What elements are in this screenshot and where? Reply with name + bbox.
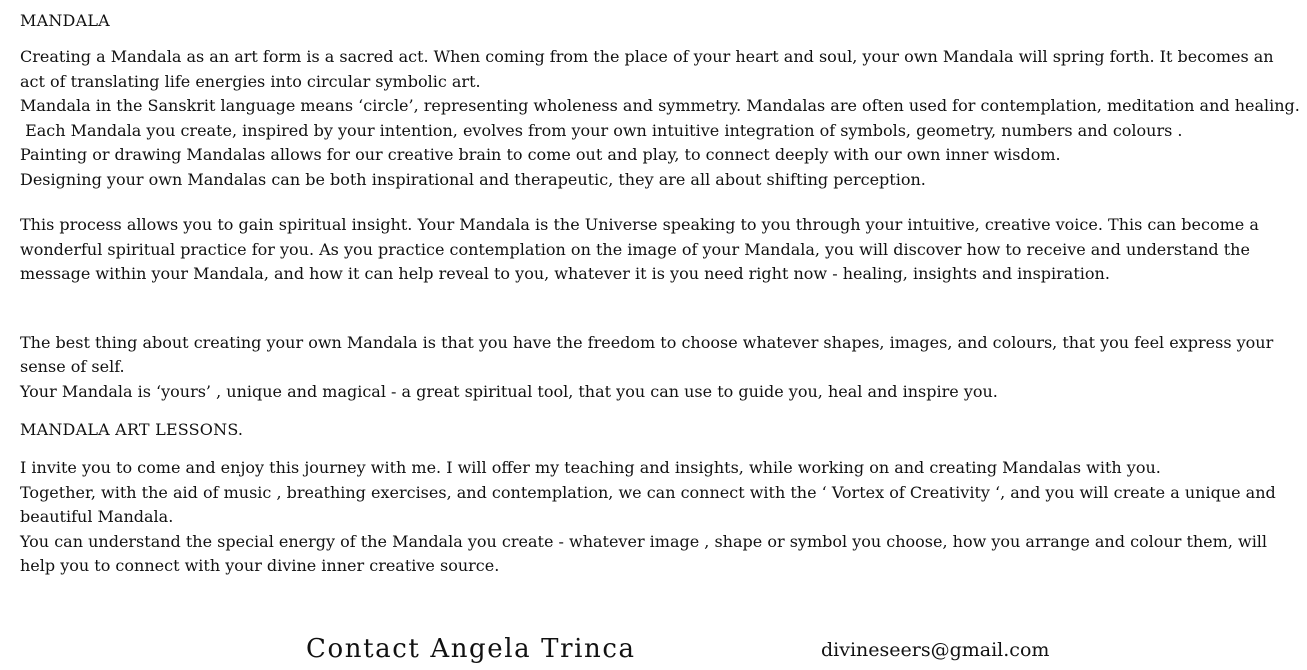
contact-email-link[interactable]: divineseers@gmail.com <box>821 639 1050 661</box>
lessons-title: MANDALA ART LESSONS. <box>20 420 244 439</box>
intro-paragraph <box>20 45 1300 192</box>
best-thing-paragraph <box>20 331 1300 405</box>
lessons-line: I invite you to come and enjoy this journey with me. I will offer my teaching and insights, while working on and creating Mandalas with you. <box>20 458 1161 477</box>
process-paragraph <box>20 213 1300 287</box>
lessons-line: Together, with the aid of music , breathing exercises, and contemplation, we can connect with the ‘ Vortex of Creativity ‘, and you will create a unique and beautiful Mandala. <box>20 482 1276 526</box>
lessons-paragraph <box>20 456 1300 579</box>
intro-line: Mandala in the Sanskrit language means ‘circle’, representing wholeness and symmetry. Mandalas are often used for contemplation, meditation and healing. <box>20 96 1300 115</box>
process-text: This process allows you to gain spiritual insight. Your Mandala is the Universe speaking to you through your intuitive, creative voice. This can become a wonderful spiritual practice for you. As you practice contemplation on the image of your Mandala, you will discover how to receive and understand the message within your Mandala, and how it can help reveal to you, whatever it is you need right now - healing, insights and inspiration. <box>20 215 1259 283</box>
intro-line: Painting or drawing Mandalas allows for our creative brain to come out and play, to connect deeply with our own inner wisdom. <box>20 145 1061 164</box>
intro-line: Creating a Mandala as an art form is a sacred act. When coming from the place of your heart and soul, your own Mandala will spring forth. It becomes an act of translating life energies into circular symbolic art. <box>20 47 1274 91</box>
best-thing-line: The best thing about creating your own Mandala is that you have the freedom to choose whatever shapes, images, and colours, that you feel express your sense of self. <box>20 332 1274 376</box>
contact-footer <box>306 632 1066 668</box>
intro-line: Each Mandala you create, inspired by your intention, evolves from your own intuitive integration of symbols, geometry, numbers and colours . <box>20 120 1183 140</box>
lessons-line: You can understand the special energy of the Mandala you create - whatever image , shape or symbol you choose, how you arrange and colour them, will help you to connect with your divine inner creative source. <box>20 531 1268 575</box>
page-title: MANDALA <box>20 11 110 30</box>
intro-line: Designing your own Mandalas can be both inspirational and therapeutic, they are all about shifting perception. <box>20 169 926 189</box>
contact-name: Contact Angela Trinca <box>306 634 636 664</box>
best-thing-line: Your Mandala is ‘yours’ , unique and magical - a great spiritual tool, that you can use to guide you, heal and inspire you. <box>20 381 998 401</box>
document-body <box>20 9 1300 579</box>
